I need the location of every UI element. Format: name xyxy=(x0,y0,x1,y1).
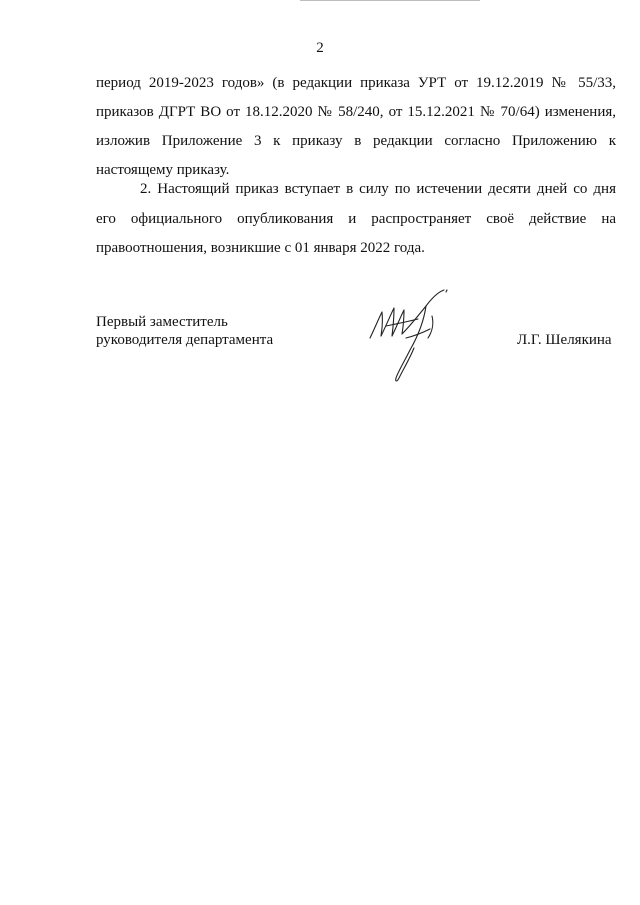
paragraph-1-line-3: изложив Приложение 3 к приказу в редакции согласно Приложению к xyxy=(96,133,616,149)
paragraph-1-line-4: настоящему приказу. xyxy=(96,162,230,178)
paragraph-2-line-1: 2. Настоящий приказ вступает в силу по истечении десяти дней со дня xyxy=(140,181,616,197)
signatory-name: Л.Г. Шелякина xyxy=(517,332,612,348)
paragraph-2-line-2: его официального опубликования и распространяет своё действие на xyxy=(96,211,616,227)
paragraph-1-line-1: период 2019-2023 годов» (в редакции приказа УРТ от 19.12.2019 № 55/33, xyxy=(96,75,616,91)
paragraph-2-line-3: правоотношения, возникшие с 01 января 2022 года. xyxy=(96,240,425,256)
scan-artifact-line xyxy=(300,0,480,1)
page-number: 2 xyxy=(316,40,324,56)
paragraph-1-line-2: приказов ДГРТ ВО от 18.12.2020 № 58/240, от 15.12.2021 № 70/64) изменения, xyxy=(96,104,616,120)
signatory-position-line-1: Первый заместитель xyxy=(96,314,228,330)
handwritten-signature xyxy=(366,286,456,386)
signatory-position-line-2: руководителя департамента xyxy=(96,332,274,348)
